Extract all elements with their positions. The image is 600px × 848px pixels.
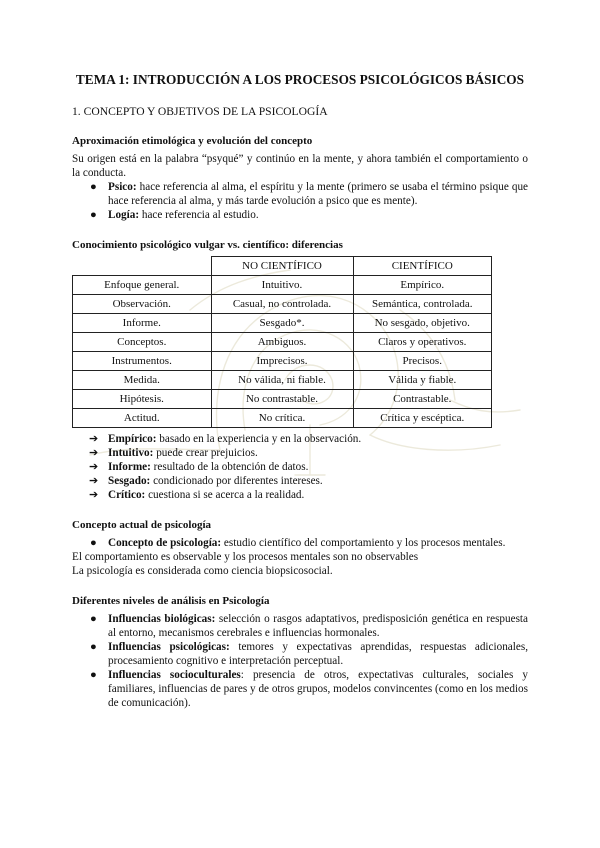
table-cell: Informe.	[73, 314, 212, 333]
bullet-term: Logía:	[108, 209, 140, 221]
bullet-list-niveles	[72, 612, 528, 710]
table-cell: No contrastable.	[211, 390, 353, 409]
bullet-dot-icon: ●	[90, 641, 97, 653]
paragraph-line: La psicología es considerada como ciencia biopsicosocial.	[72, 565, 333, 577]
note-term: Intuitivo:	[108, 447, 154, 459]
note-text: condicionado por diferentes intereses.	[150, 475, 323, 487]
bullet-dot-icon: ●	[90, 669, 97, 681]
table-cell: Imprecisos.	[211, 352, 353, 371]
page-content	[72, 71, 528, 710]
list-item	[90, 536, 528, 550]
table-cell: Enfoque general.	[73, 276, 212, 295]
bullet-text: estudio científico del comportamiento y los procesos mentales.	[221, 537, 506, 549]
table-cell: Sesgado*.	[211, 314, 353, 333]
table-cell: No crítica.	[211, 409, 353, 428]
list-item	[89, 432, 528, 446]
arrow-right-icon: ➔	[89, 433, 99, 445]
table-cell: No válida, ni fiable.	[211, 371, 353, 390]
note-term: Empírico:	[108, 433, 157, 445]
bullet-dot-icon: ●	[90, 537, 97, 549]
note-text: cuestiona si se acerca a la realidad.	[145, 489, 305, 501]
subheading-conocimiento: Conocimiento psicológico vulgar vs. científico: diferencias	[72, 239, 343, 251]
section-heading: 1. CONCEPTO Y OBJETIVOS DE LA PSICOLOGÍA	[72, 105, 328, 118]
table-cell: Hipótesis.	[73, 390, 212, 409]
note-term: Informe:	[108, 461, 151, 473]
table-row	[73, 314, 492, 333]
table-row	[73, 371, 492, 390]
table-row	[73, 409, 492, 428]
table-row	[73, 276, 492, 295]
table-row	[73, 333, 492, 352]
bullet-list-etimologia	[72, 180, 528, 222]
bullet-list-actual	[72, 536, 528, 550]
table-header-cell: CIENTÍFICO	[353, 257, 492, 276]
table-row	[73, 390, 492, 409]
note-term: Crítico:	[108, 489, 146, 501]
table-cell: Ambiguos.	[211, 333, 353, 352]
list-item	[89, 474, 528, 488]
subheading-actual: Concepto actual de psicología	[72, 519, 212, 531]
bullet-dot-icon: ●	[90, 613, 97, 625]
table-row	[73, 295, 492, 314]
bullet-term: Influencias socioculturales	[108, 669, 241, 681]
table-cell: Precisos.	[353, 352, 492, 371]
table-cell: Semántica, controlada.	[353, 295, 492, 314]
table-cell: Actitud.	[73, 409, 212, 428]
arrow-right-icon: ➔	[89, 461, 99, 473]
arrow-right-icon: ➔	[89, 489, 99, 501]
list-item	[90, 612, 528, 640]
list-item	[90, 668, 528, 710]
table-cell: Empírico.	[353, 276, 492, 295]
table-cell: Crítica y escéptica.	[353, 409, 492, 428]
table-header-cell: NO CIENTÍFICO	[211, 257, 353, 276]
table-cell: Medida.	[73, 371, 212, 390]
note-text: resultado de la obtención de datos.	[150, 461, 309, 473]
table-cell: Contrastable.	[353, 390, 492, 409]
subheading-niveles: Diferentes niveles de análisis en Psicología	[72, 595, 270, 607]
table-cell: Casual, no controlada.	[211, 295, 353, 314]
bullet-text: selección o rasgos adaptativos, predisposición genética en respuesta al entorno, mecanismos cerebrales e influencias hormonales.	[108, 613, 528, 639]
bullet-text: hace referencia al estudio.	[139, 209, 259, 221]
note-text: basado en la experiencia y en la observación.	[156, 433, 362, 445]
bullet-text: temores y expectativas aprendidas, respuestas adicionales, procesamiento cognitivo e interpretación perceptual.	[108, 641, 528, 667]
bullet-dot-icon: ●	[90, 209, 97, 221]
paragraph-origen: Su origen está en la palabra “psyqué” y continúo en la mente, y ahora también el comportamiento o la conducta.	[72, 153, 528, 179]
bullet-term: Concepto de psicología:	[108, 537, 222, 549]
list-item	[90, 208, 528, 222]
page-title: TEMA 1: INTRODUCCIÓN A LOS PROCESOS PSICOLÓGICOS BÁSICOS	[75, 72, 525, 87]
note-text: puede crear prejuicios.	[153, 447, 258, 459]
table-corner	[73, 257, 212, 276]
arrow-right-icon: ➔	[89, 447, 99, 459]
table-cell: Instrumentos.	[73, 352, 212, 371]
table-header-row	[73, 257, 492, 276]
table-cell: No sesgado, objetivo.	[353, 314, 492, 333]
table-row	[73, 352, 492, 371]
note-term: Sesgado:	[108, 475, 151, 487]
list-item	[90, 640, 528, 668]
table-cell: Válida y fiable.	[353, 371, 492, 390]
table-cell: Claros y operativos.	[353, 333, 492, 352]
bullet-dot-icon: ●	[90, 181, 97, 193]
list-item	[89, 460, 528, 474]
table-cell: Observación.	[73, 295, 212, 314]
list-item	[90, 180, 528, 208]
list-item	[89, 488, 528, 502]
bullet-term: Psico:	[108, 181, 137, 193]
subheading-etimologia: Aproximación etimológica y evolución del concepto	[72, 135, 313, 147]
arrow-list-notes	[72, 432, 528, 502]
bullet-text: hace referencia al alma, el espíritu y la mente (primero se usaba el término psique que hace referencia al alma, y más tarde evolución a psico que es mente).	[108, 181, 528, 207]
paragraph-line: El comportamiento es observable y los procesos mentales son no observables	[72, 551, 419, 563]
bullet-term: Influencias psicológicas:	[108, 641, 230, 653]
list-item	[89, 446, 528, 460]
arrow-right-icon: ➔	[89, 475, 99, 487]
table-cell: Conceptos.	[73, 333, 212, 352]
bullet-text: : presencia de otros, expectativas culturales, sociales y familiares, influencias de pares y de otros grupos, modelos convincentes (como en los medios de comunicación).	[108, 669, 528, 709]
bullet-term: Influencias biológicas:	[108, 613, 216, 625]
comparison-table	[72, 256, 492, 428]
table-cell: Intuitivo.	[211, 276, 353, 295]
